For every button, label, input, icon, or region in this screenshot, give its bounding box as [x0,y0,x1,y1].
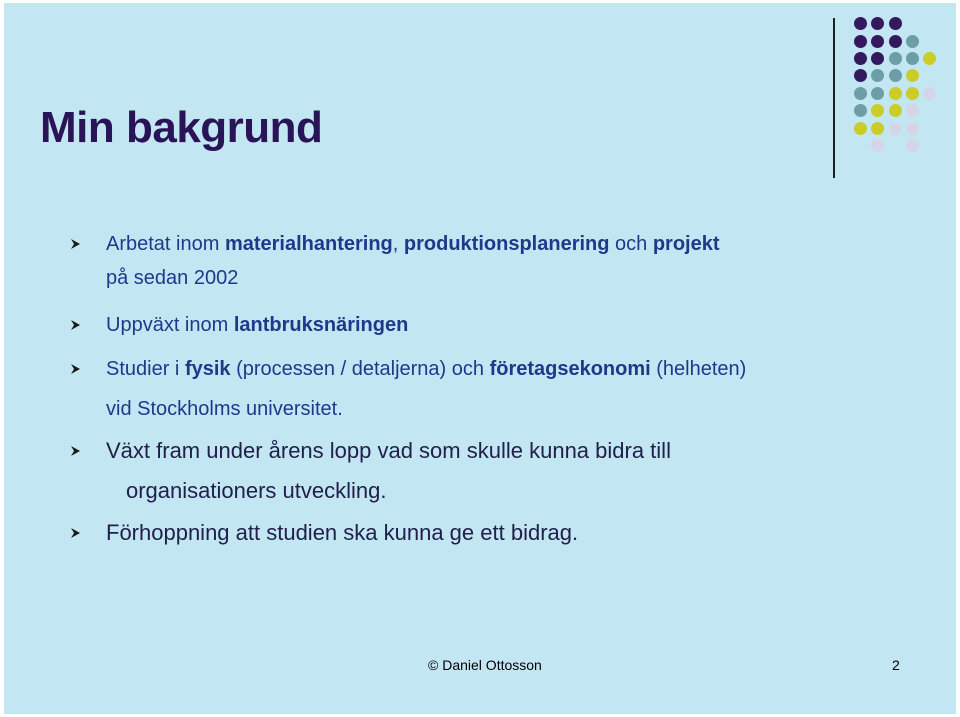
slide [4,3,956,714]
footer-author: Daniel Ottosson [442,657,542,673]
bullet-text: (helheten) [650,358,747,380]
decor-dot [889,104,902,117]
copyright-symbol: © [428,657,439,673]
bullet-text: organisationers utveckling. [126,478,387,503]
bullet-text-bold: materialhantering [224,233,393,255]
decor-dot [854,122,867,135]
decor-dot [854,104,867,117]
bullet-text-bold: lantbruksnäringen [233,314,409,336]
decor-dot [889,122,902,135]
decor-dot [923,52,936,65]
decor-dot [889,17,902,30]
bullet-text: på sedan 2002 [106,267,239,289]
decor-dot [854,35,867,48]
decor-dot [906,69,919,82]
bullet-text: Arbetat inom [106,233,225,255]
bullet-text-bold: produktionsplanering [403,233,610,255]
bullet-item [70,308,930,342]
arrowhead-bullet-icon [70,445,82,457]
bullet-text: (processen / detaljerna) och [230,358,490,380]
decor-dot [906,104,919,117]
decor-dot [889,87,902,100]
page-number: 2 [892,657,900,673]
arrowhead-bullet-icon [70,319,82,331]
decor-dot [906,122,919,135]
decor-dot [854,69,867,82]
vertical-divider [833,18,835,178]
decor-dot [854,52,867,65]
slide-footer [428,657,542,673]
decor-dot [906,139,919,152]
decor-dot [889,52,902,65]
bullet-item [70,227,930,295]
decor-dot [871,52,884,65]
decor-dot [871,35,884,48]
arrowhead-bullet-icon [70,238,82,250]
bullet-text: Förhoppning att studien ska kunna ge ett bidrag. [106,520,579,545]
bullet-text: Växt fram under årens lopp vad som skulle kunna bidra till [106,438,671,463]
bullet-text: och [609,233,653,255]
decor-dot [871,69,884,82]
bullet-text-bold: fysik [184,358,231,380]
decor-dot [871,17,884,30]
decor-dot [906,87,919,100]
bullet-text: vid Stockholms universitet. [106,398,343,420]
slide-title: Min bakgrund [40,103,323,152]
bullet-text: Studier i [106,358,185,380]
bullet-text-bold: företagsekonomi [489,358,651,380]
arrowhead-bullet-icon [70,527,82,539]
decor-dot [871,87,884,100]
decor-dot [871,104,884,117]
bullet-item [70,431,930,511]
decor-dot [906,52,919,65]
bullet-item [70,513,930,553]
decor-dot [923,87,936,100]
bullet-list [70,227,930,553]
decor-dot [854,17,867,30]
decor-dot [906,35,919,48]
decor-dot [854,87,867,100]
decor-dot [889,35,902,48]
bullet-text: Uppväxt inom [106,314,234,336]
bullet-item [70,349,930,429]
decor-dot [871,139,884,152]
bullet-text: , [392,233,404,255]
bullet-text-bold: projekt [652,233,720,255]
decor-dot [871,122,884,135]
arrowhead-bullet-icon [70,363,82,375]
decor-dot [889,69,902,82]
